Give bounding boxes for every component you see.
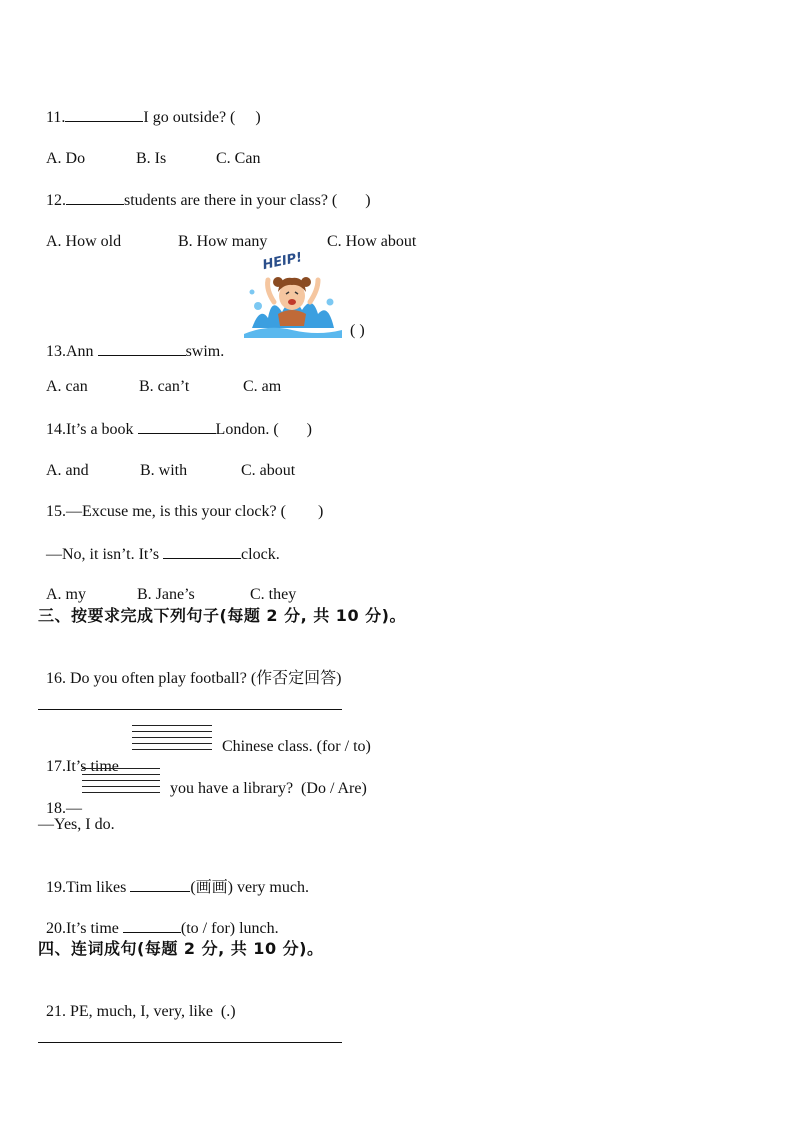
question-number: 13. [46,343,66,360]
answer-blank[interactable] [98,341,186,356]
question-15-reply [38,524,280,565]
section-4-heading: 四、连词成句(每题 2 分, 共 10 分)。 [38,939,324,958]
question-number: 16. [46,670,66,687]
question-text-after: clock. [241,546,280,563]
help-caption: HEIP! [261,250,304,274]
question-text: students are there in your class? ( ) [124,192,371,209]
answer-blank[interactable] [138,419,216,434]
question-text-before: It’s a book [66,421,138,438]
question-number: 14. [46,421,66,438]
question-15 [38,482,323,522]
question-text-before: —No, it isn’t. It’s [46,546,164,563]
question-16 [38,649,342,689]
drowning-girl-illustration [238,244,346,338]
question-text: —Excuse me, is this your clock? ( ) [66,503,324,520]
option-b[interactable]: B. Is [136,150,167,167]
answer-blank[interactable] [65,107,143,122]
options-14 [38,441,295,481]
question-20 [38,898,279,939]
question-19 [38,857,309,898]
answer-blank[interactable] [66,190,124,205]
options-13 [38,357,281,397]
question-text-after: (to / for) lunch. [180,920,279,937]
question-number: 15. [46,503,66,520]
question-text: I go outside? ( ) [143,109,261,126]
option-b[interactable]: B. Jane’s [137,586,195,603]
question-number: 11. [46,109,66,126]
option-a[interactable]: A. How old [46,233,122,250]
answer-parens-13[interactable]: ( ) [350,322,365,339]
question-text-after: you have a library? (Do / Are) [170,780,367,797]
answer-lines-17[interactable] [132,725,214,753]
section-3-heading: 三、按要求完成下列句子(每题 2 分, 共 10 分)。 [38,606,406,625]
question-18-reply: —Yes, I do. [38,816,115,833]
option-b[interactable]: B. with [140,462,188,479]
options-11 [38,129,260,169]
question-text-after: Chinese class. (for / to) [222,738,371,755]
question-number: 19. [46,879,66,896]
option-a[interactable]: A. can [46,378,88,395]
option-c[interactable]: C. Can [216,150,261,167]
options-12 [38,212,416,252]
option-c[interactable]: C. am [243,378,282,395]
question-number: 18. [46,800,66,817]
options-15 [38,565,296,605]
question-11 [38,87,261,128]
question-12 [38,170,371,211]
question-text-after: (画画) very much. [190,879,309,896]
answer-lines-18[interactable] [82,768,162,794]
option-c[interactable]: C. How about [327,233,417,250]
question-14 [38,399,312,440]
option-b[interactable]: B. can’t [139,378,190,395]
option-a[interactable]: A. and [46,462,89,479]
question-text-after: swim. [185,343,225,360]
answer-blank[interactable] [130,877,190,892]
answer-blank[interactable] [123,918,181,933]
question-number: 20. [46,920,66,937]
option-a[interactable]: A. Do [46,150,86,167]
question-number: 17. [46,758,66,775]
option-c[interactable]: C. about [241,462,296,479]
question-text: Do you often play football? (作否定回答) [66,670,342,687]
question-text-before: Tim likes [66,879,131,896]
question-text-before: — [66,800,82,817]
answer-blank[interactable] [163,544,241,559]
option-c[interactable]: C. they [250,586,297,603]
question-text-after: London. ( ) [215,421,312,438]
question-text: PE, much, I, very, like (.) [66,1003,236,1020]
question-text-before: Ann [66,343,98,360]
option-b[interactable]: B. How many [178,233,268,250]
question-21 [38,982,236,1022]
question-text-before: It’s time [66,758,119,775]
question-number: 12. [46,192,66,209]
question-text-before: It’s time [66,920,123,937]
answer-line-16[interactable] [38,709,342,710]
question-number: 21. [46,1003,66,1020]
question-18 [38,779,82,819]
question-13 [38,321,224,362]
answer-line-21[interactable] [38,1042,342,1043]
option-a[interactable]: A. my [46,586,86,603]
